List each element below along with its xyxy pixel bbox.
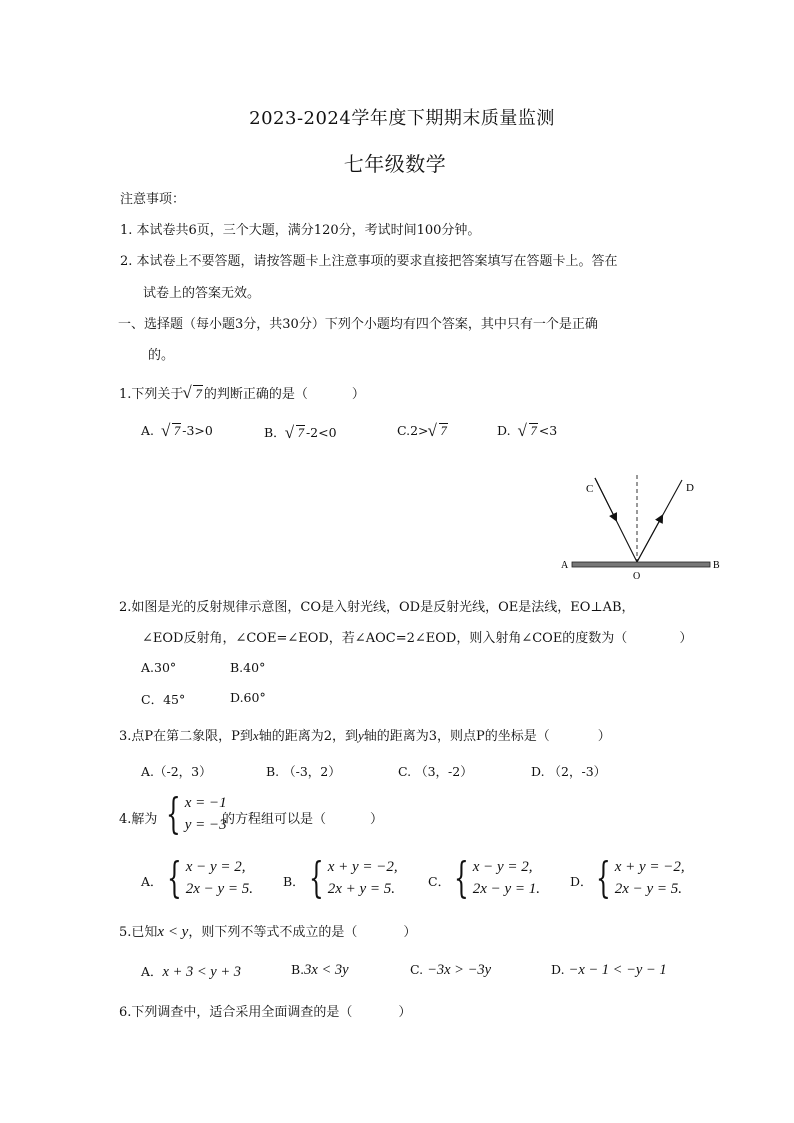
q5-option-c: C. −3x > −3y — [410, 962, 492, 978]
q1-option-d: D. √ 7 <3 — [497, 423, 557, 439]
label-a: A — [561, 560, 569, 571]
section-1-heading: 一、选择题（每小题3分，共30分）下列个小题均有四个答案，其中只有一个是正确 — [118, 317, 598, 332]
notice-heading: 注意事项： — [120, 192, 186, 207]
q1-option-b: B．√ 7 -2<0 — [264, 423, 337, 441]
exam-subtitle: 七年级数学 — [343, 152, 447, 176]
q1-stem-close: ） — [351, 387, 365, 402]
incident-ray-arrow — [595, 478, 615, 518]
label-o: O — [633, 571, 641, 582]
question-5-stem: 5.已知x < y，则下列不等式不成立的是（ ） — [119, 924, 417, 940]
brace-icon: { — [454, 853, 469, 902]
reflected-ray-arrow — [637, 518, 661, 562]
q3-option-d: D. （2，-3） — [531, 764, 607, 779]
brace-icon: { — [166, 789, 181, 838]
sqrt-symbol: √ 7 — [429, 424, 448, 439]
question-1-stem — [119, 383, 365, 402]
exam-title: 2023-2024学年度下期期末质量监测 — [249, 108, 555, 129]
brace-icon: { — [596, 853, 611, 902]
q2-option-b: B.40° — [230, 660, 266, 675]
q4-option-d-label: D． — [570, 874, 593, 889]
q4-option-a-label: A． — [141, 874, 163, 889]
label-b: B — [713, 560, 720, 571]
q4-stem-post: 的方程组可以是（ ） — [222, 812, 384, 827]
brace-icon: { — [309, 853, 324, 902]
q2-option-a: A.30° — [141, 660, 177, 675]
q3-option-a: A.（-2，3） — [141, 764, 212, 779]
q1-option-a: A. √ 7 -3>0 — [141, 423, 213, 439]
q2-option-d: D.60° — [230, 690, 266, 705]
sqrt-symbol: √ 7 — [162, 424, 181, 439]
q4-option-b-system: { x + y = −2, 2x + y = 5. — [309, 853, 398, 902]
mirror-surface — [572, 562, 710, 567]
q4-option-a-system: { x − y = 2, 2x − y = 5. — [167, 853, 254, 902]
q1-option-c: C.2>√ 7 — [397, 423, 449, 439]
q5-option-a: A．x + 3 < y + 3 — [141, 964, 242, 980]
sqrt-symbol: √ 7 — [183, 386, 203, 402]
notice-item-1: 1. 本试卷共6页，三个大题，满分120分，考试时间100分钟。 — [120, 223, 481, 238]
brace-icon: { — [167, 853, 182, 902]
q4-stem-pre: 4.解为 — [119, 812, 158, 827]
question-2-line-2: ∠EOD反射角，∠COE=∠EOD，若∠AOC=2∠EOD，则入射角∠COE的度数为（ ） — [142, 631, 693, 646]
question-3-stem: 3.点P在第二象限，P到x轴的距离为2，到y轴的距离为3，则点P的坐标是（ ） — [119, 728, 611, 744]
q1-stem-post: 的判断正确的是（ — [203, 387, 308, 402]
notice-item-2-line-2: 试卷上的答案无效。 — [143, 286, 261, 301]
q5-option-b: B.3x < 3y — [291, 962, 349, 978]
q4-option-c-label: C． — [428, 874, 451, 889]
label-c: C — [586, 483, 594, 495]
q1-stem-pre: 1.下列关于 — [119, 387, 184, 402]
reflection-diagram — [558, 470, 728, 585]
question-6-stem: 6.下列调查中，适合采用全面调查的是（ ） — [119, 1005, 412, 1020]
q4-option-b-label: B． — [283, 874, 305, 889]
sqrt-symbol: √ 7 — [519, 424, 538, 439]
question-2-line-1: 2.如图是光的反射规律示意图，CO是入射光线，OD是反射光线，OE是法线，EO⊥AB， — [119, 600, 635, 615]
q5-option-d: D. −x − 1 < −y − 1 — [551, 962, 667, 978]
q2-option-c: C．45° — [141, 692, 186, 707]
notice-item-2-line-1: 2. 本试卷上不要答题，请按答题卡上注意事项的要求直接把答案填写在答题卡上。答在 — [120, 254, 618, 269]
sqrt-symbol: √ 7 — [286, 426, 305, 441]
q4-solution-system: { x = −1 y = −3 — [166, 789, 227, 838]
label-d: D — [686, 482, 694, 494]
section-1-heading-cont: 的。 — [148, 348, 175, 363]
q3-option-c: C. （3，-2） — [398, 764, 473, 779]
q4-option-d-system: { x + y = −2, 2x − y = 5. — [596, 853, 685, 902]
q3-option-b: B. （-3，2） — [266, 764, 341, 779]
q4-option-c-system: { x − y = 2, 2x − y = 1. — [454, 853, 541, 902]
